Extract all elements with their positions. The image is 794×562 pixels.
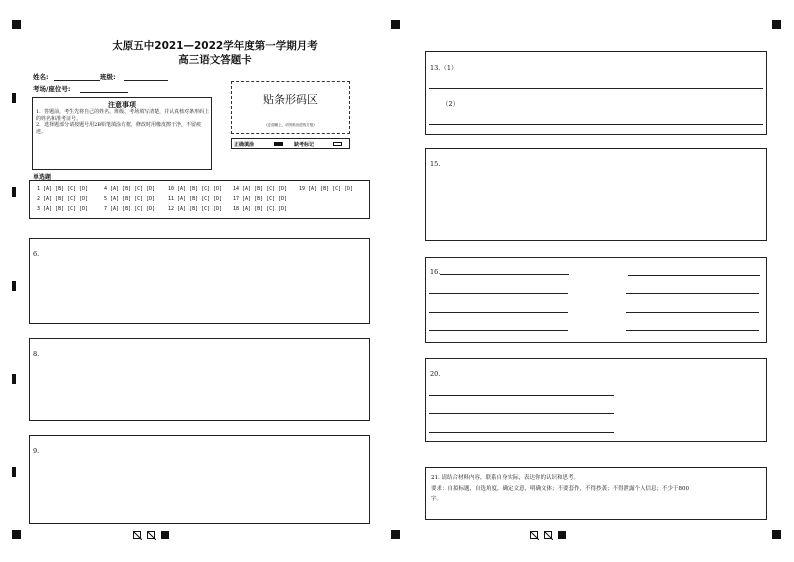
answer-line-q13-part2[interactable] <box>429 124 763 125</box>
answer-box-q13[interactable] <box>425 51 767 135</box>
choice-item[interactable]: 7 [A] [B] [C] [D] <box>104 206 156 212</box>
side-mark-3 <box>12 281 16 291</box>
q21-prompt: 21. 请结合材料内容，联系自身实际，表达你的认识和思考。 <box>431 475 579 481</box>
page-code-box <box>133 531 141 539</box>
choice-item[interactable]: 2 [A] [B] [C] [D] <box>37 196 89 202</box>
answer-line-q20[interactable] <box>429 432 614 433</box>
answer-line-q20[interactable] <box>429 413 614 414</box>
page-code-box <box>544 531 552 539</box>
corner-mark-top-right <box>772 20 781 29</box>
answer-line-q16[interactable] <box>626 293 759 294</box>
name-label: 姓名: <box>33 73 49 81</box>
answer-box-q8[interactable] <box>29 338 370 421</box>
answer-line-q16[interactable] <box>429 330 568 331</box>
absent-mark-label: 缺考标记 <box>294 142 315 148</box>
choice-item[interactable]: 17 [A] [B] [C] [D] <box>233 196 288 202</box>
answer-box-q20[interactable] <box>425 358 767 442</box>
answer-sheet-title: 高三语文答题卡 <box>178 54 252 66</box>
q21-requirements-end: 字。 <box>431 496 443 502</box>
answer-box-q6[interactable] <box>29 238 370 324</box>
class-field[interactable] <box>124 80 168 81</box>
notice-item-1: 1．答题前，考生先将自己的姓名、班级、考场填写清楚，并认真核对条形码上的姓名和准考证号。 <box>36 109 210 122</box>
correct-fill-label: 正确填涂 <box>234 142 255 148</box>
question-number-20: 20. <box>430 370 441 378</box>
choice-item[interactable]: 19 [A] [B] [C] [D] <box>299 186 354 192</box>
answer-line-q16[interactable] <box>626 312 759 313</box>
question-number-13-part1: 13.（1） <box>430 64 458 72</box>
notice-item-2: 2．选择题部分请按题号用2B铅笔填涂方框，修改时用橡皮擦干净，不留痕迹。 <box>36 122 202 135</box>
choice-item[interactable]: 18 [A] [B] [C] [D] <box>233 206 288 212</box>
corner-mark-bottom-left <box>12 530 21 539</box>
question-number-6: 6. <box>33 250 40 258</box>
choice-item[interactable]: 12 [A] [B] [C] [D] <box>168 206 223 212</box>
page-code-filled <box>558 531 566 539</box>
question-number-15: 15. <box>430 160 441 168</box>
correct-fill-example <box>274 142 283 146</box>
barcode-title: 贴条形码区 <box>263 93 318 106</box>
answer-line-q16[interactable] <box>626 330 759 331</box>
choice-item[interactable]: 14 [A] [B] [C] [D] <box>233 186 288 192</box>
answer-box-q21[interactable] <box>425 467 767 520</box>
notice-box <box>32 97 212 170</box>
single-choice-label: 单选题 <box>33 174 52 181</box>
choice-item[interactable]: 3 [A] [B] [C] [D] <box>37 206 89 212</box>
side-mark-2 <box>12 187 16 197</box>
answer-box-q9[interactable] <box>29 435 370 524</box>
center-mark-bottom <box>391 530 400 539</box>
question-number-8: 8. <box>33 350 40 358</box>
corner-mark-top-left <box>12 20 21 29</box>
barcode-note: (正面朝上，切勿贴出虚线方框) <box>266 123 315 127</box>
question-number-16: 16. <box>430 268 441 276</box>
answer-box-q15[interactable] <box>425 148 767 241</box>
corner-mark-bottom-right <box>772 530 781 539</box>
exam-room-field[interactable] <box>80 92 128 93</box>
class-label: 班级: <box>100 73 116 81</box>
answer-line-q16[interactable] <box>628 275 760 276</box>
side-mark-5 <box>12 467 16 477</box>
q21-requirements: 要求：自拟标题，自选角度，确定文意，明确文体；不要套作，不得抄袭；不得泄露个人信息；不少于800 <box>431 486 690 492</box>
answer-line-q16[interactable] <box>440 274 569 275</box>
notice-heading: 注意事项 <box>108 101 136 109</box>
choice-item[interactable]: 10 [A] [B] [C] [D] <box>168 186 223 192</box>
name-field[interactable] <box>54 80 100 81</box>
answer-line-q16[interactable] <box>429 293 568 294</box>
side-mark-4 <box>12 374 16 384</box>
choice-item[interactable]: 11 [A] [B] [C] [D] <box>168 196 223 202</box>
question-number-9: 9. <box>33 447 40 455</box>
question-number-13-part2: （2） <box>442 100 460 108</box>
choice-item[interactable]: 5 [A] [B] [C] [D] <box>104 196 156 202</box>
answer-line-q16[interactable] <box>429 312 568 313</box>
answer-line-q20[interactable] <box>429 395 614 396</box>
page-code-filled <box>161 531 169 539</box>
page-code-box <box>530 531 538 539</box>
choice-item[interactable]: 4 [A] [B] [C] [D] <box>104 186 156 192</box>
fill-example-bar <box>231 138 350 149</box>
answer-line-q13-part1[interactable] <box>429 88 763 89</box>
exam-title: 太原五中2021—2022学年度第一学期月考 <box>112 40 318 52</box>
page-code-box <box>147 531 155 539</box>
side-mark-1 <box>12 93 16 103</box>
center-mark-top <box>391 20 400 29</box>
exam-room-label: 考场/座位号: <box>33 85 71 93</box>
choice-item[interactable]: 1 [A] [B] [C] [D] <box>37 186 89 192</box>
absent-mark-box[interactable] <box>333 142 342 146</box>
barcode-area <box>231 81 350 134</box>
